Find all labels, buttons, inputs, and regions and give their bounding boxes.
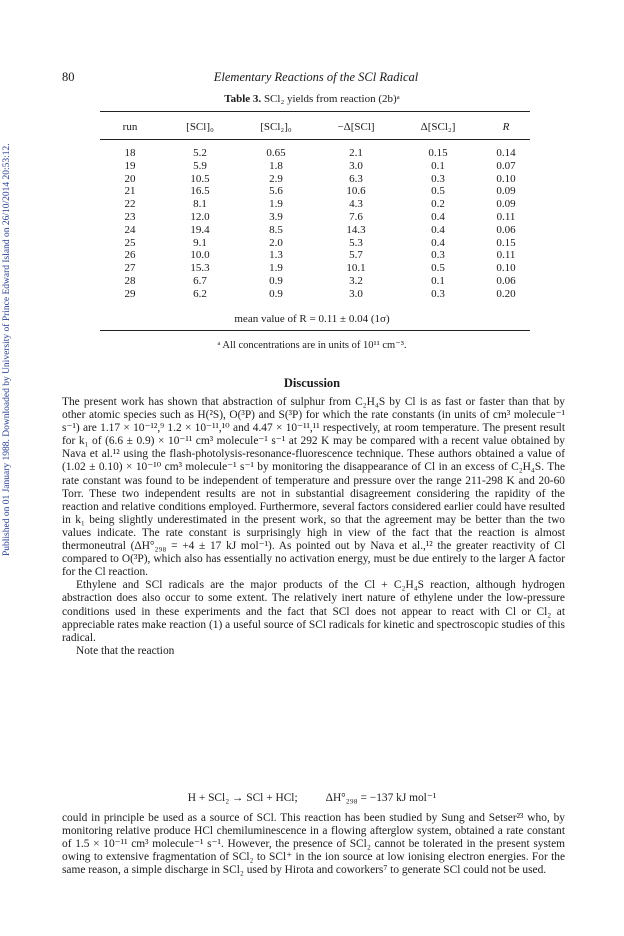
table-cell: 5.3 [349, 236, 363, 249]
table-row [100, 147, 530, 159]
table-top-rule [100, 111, 530, 112]
table-cell: 26 [124, 249, 136, 262]
table-cell: 10.5 [190, 172, 210, 185]
table-cell: 5.9 [193, 159, 207, 172]
table-cell: 8.5 [269, 223, 283, 236]
running-title: Elementary Reactions of the SCl Radical [213, 70, 419, 84]
table-cell: 5.7 [349, 249, 363, 262]
table-cell: 0.9 [269, 275, 283, 287]
table-cell: 0.9 [269, 287, 283, 300]
table-cell: 0.1 [431, 275, 445, 287]
table-cell: 0.4 [431, 236, 445, 249]
table-row [100, 262, 530, 274]
table-mean-value: mean value of R = 0.11 ± 0.04 (1σ) [234, 313, 390, 325]
table-cell: 0.11 [496, 211, 516, 223]
table-cell: 28 [124, 275, 136, 287]
table-bottom-rule [100, 330, 530, 331]
table-cell: 3.0 [349, 159, 363, 172]
table-cell: 12.0 [190, 211, 210, 223]
table-cell: 0.3 [431, 172, 445, 185]
table-cell: 0.11 [496, 249, 516, 262]
table-cell: 4.3 [349, 198, 363, 211]
page-number: 80 [62, 70, 75, 84]
table-footnote: ᵃ All concentrations are in units of 10¹¹ cm⁻³. [217, 340, 407, 351]
page-header [62, 70, 570, 86]
table-cell: 0.06 [496, 275, 516, 287]
table-cell: 0.10 [496, 262, 516, 275]
table-cell: 27 [124, 262, 136, 275]
equation-reaction: H + SCl₂ → SCl + HCl; [187, 792, 298, 804]
column-header: −Δ[SCl] [337, 121, 375, 133]
paragraph: Ethylene and SCl radicals are the major products of the Cl + C₂H₄S reaction, although hydrogen abstraction does also occur to some extent. The relatively inert nature of ethylene under the low-pressure conditions used in these experiments and the fact that SCl does not appear to react with Cl or Cl₂ at appreciable rates make reaction (1) a useful source of SCl radicals for kinetic and spectroscopic studies of this radical. [62, 579, 565, 644]
table-cell: 0.1 [431, 159, 445, 172]
table-row [100, 275, 530, 287]
table-cell: 15.3 [190, 262, 210, 275]
table-row [100, 224, 530, 236]
table-cell: 0.2 [431, 198, 445, 211]
table-row [100, 211, 530, 223]
table-cell: 0.06 [496, 223, 516, 236]
paragraph: Note that the reaction [76, 644, 175, 657]
table-cell: 19 [124, 159, 136, 172]
table-cell: 0.09 [496, 185, 516, 198]
table-cell: 6.7 [193, 275, 207, 287]
paragraph: The present work has shown that abstraction of sulphur from C₂H₄S by Cl is as fast or faster than that by other atomic species such as H(²S), O(³P) and S(³P) for which the rate constants (in units of cm³ molecule⁻¹ s⁻¹) are 1.17 × 10⁻¹²,⁹ 1.2 × 10⁻¹¹,¹⁰ and 4.47 × 10⁻¹¹,¹¹ respectively, at room temperature. The present result for k₁ of (6.6 ± 0.9) × 10⁻¹¹ cm³ molecule⁻¹ s⁻¹ at 292 K may be compared with a recent value obtained by Nava et al.¹² using the flash-photolysis-resonance-fluorescence technique. These authors obtained a value of (1.02 ± 0.10) × 10⁻¹⁰ cm³ molecule⁻¹ s⁻¹ by monitoring the disappearance of Cl in an excess of C₂H₄S. The rate constant was found to be independent of temperature and pressure over the range 211-298 K and 20-60 Torr. These two independent results are not in substantial disagreement considering the rapidity of the reaction and relative conditions employed. Furthermore, several factors considered earlier could have resulted in k₁ being slightly underestimated in the present work, so that the agreement may be better than the two values indicate. The rate constant is surprisingly high in view of the fact that the reaction is almost thermoneutral (ΔH°₂₉₈ = +4 ± 17 kJ mol⁻¹). As pointed out by Nava et al.,¹² the greater reactivity of Cl compared to O(³P), which also has essentially no activation energy, must be due entirely to the larger A factor for the Cl reaction. [62, 396, 565, 579]
table-cell: 0.4 [431, 223, 445, 236]
table-row [100, 237, 530, 249]
table-cell: 8.1 [193, 198, 207, 211]
table-row [100, 288, 530, 300]
column-header: R [502, 121, 510, 133]
table-cell: 0.65 [266, 147, 286, 159]
table-cell: 1.9 [269, 198, 283, 211]
table-cell: 0.5 [431, 262, 445, 275]
column-header: [SCl₂]₀ [260, 121, 292, 133]
table-row [100, 160, 530, 172]
table-cell: 10.0 [190, 249, 210, 262]
table-cell: 5.2 [193, 147, 207, 159]
table-cell: 3.2 [349, 275, 363, 287]
table-cell: 0.15 [428, 147, 448, 159]
table-cell: 3.0 [349, 287, 363, 300]
table-cell: 1.8 [269, 159, 283, 172]
table-cell: 14.3 [346, 223, 366, 236]
table-cell: 0.10 [496, 172, 516, 185]
table-cell: 0.14 [496, 147, 516, 159]
table-cell: 1.3 [269, 249, 283, 262]
table-caption [0, 93, 624, 105]
table-cell: 2.1 [349, 147, 363, 159]
table-cell: 0.07 [496, 159, 516, 172]
table-row [100, 173, 530, 185]
table-cell: 0.3 [431, 287, 445, 300]
table-cell: 2.0 [269, 236, 283, 249]
column-header: [SCl]₀ [186, 121, 214, 133]
table-cell: 0.5 [431, 185, 445, 198]
table-cell: 0.3 [431, 249, 445, 262]
table-cell: 0.09 [496, 198, 516, 211]
table-cell: 5.6 [269, 185, 283, 198]
table-cell: 23 [124, 211, 136, 223]
table-caption-text: SCl₂ yields from reaction (2b)ᵃ [263, 93, 400, 105]
table-cell: 1.9 [269, 262, 283, 275]
table-row [100, 185, 530, 197]
table-cell: 20 [124, 172, 136, 185]
section-title: Discussion [283, 376, 341, 390]
table-cell: 3.9 [269, 211, 283, 223]
table-cell: 19.4 [190, 223, 210, 236]
equation-enthalpy: ΔH°₂₉₈ = −137 kJ mol⁻¹ [325, 792, 437, 804]
table-header-row [100, 121, 530, 133]
table-cell: 0.20 [496, 287, 516, 300]
table-cell: 18 [124, 147, 136, 159]
paragraph: could in principle be used as a source of SCl. This reaction has been studied by Sung and Setser²³ who, by monitoring relative produce HCl chemiluminescence in a flowing afterglow system, obtained a rate constant of 1.5 × 10⁻¹¹ cm³ molecule⁻¹ s⁻¹. However, the presence of SCl₂ cannot be tolerated in the present system owing to extensive fragmentation of SCl₂ to SCl⁺ in the ion source at low ionising electron energies. For the same reason, a simple discharge in SCl₂ used by Hirota and coworkers⁷ to generate SCl could not be used. [62, 812, 565, 877]
column-header: Δ[SCl₂] [420, 121, 456, 133]
table-cell: 2.9 [269, 172, 283, 185]
table-cell: 6.2 [193, 287, 207, 300]
table-cell: 7.6 [349, 211, 363, 223]
discussion-body [62, 396, 565, 658]
download-watermark: Published on 01 January 1988. Downloaded by University of Prince Edward Island on 26/10/2014 20:53:12. [2, 143, 12, 557]
column-header: run [122, 121, 138, 133]
table-row [100, 249, 530, 261]
table-label: Table 3. [224, 93, 262, 105]
table-header-rule [100, 139, 530, 140]
table-cell: 24 [124, 223, 136, 236]
table-cell: 25 [124, 236, 136, 249]
table-cell: 10.1 [346, 262, 366, 275]
table-cell: 21 [124, 185, 136, 198]
reaction-equation [0, 790, 624, 804]
table-cell: 0.15 [496, 236, 516, 249]
table-cell: 10.6 [346, 185, 366, 198]
table-row [100, 198, 530, 210]
table-cell: 0.4 [431, 211, 445, 223]
table-cell: 9.1 [193, 236, 207, 249]
table-cell: 16.5 [190, 185, 210, 198]
table-cell: 6.3 [349, 172, 363, 185]
table-cell: 29 [124, 287, 136, 300]
table-cell: 22 [124, 198, 136, 211]
final-paragraph [62, 812, 565, 877]
